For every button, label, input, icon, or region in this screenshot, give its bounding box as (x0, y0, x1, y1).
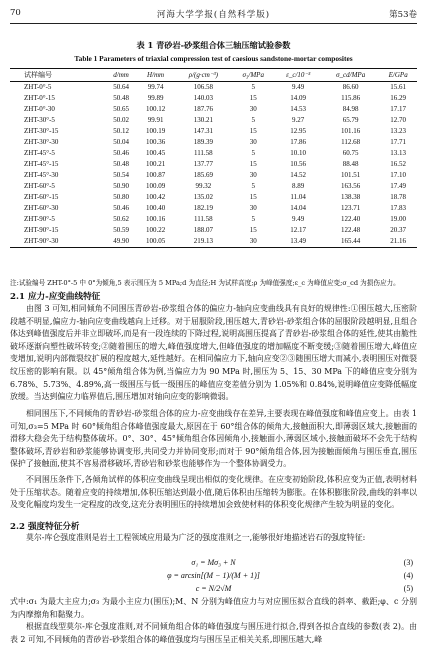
column-header: E/GPa (379, 69, 417, 82)
table-cell: ZHT-30°-15 (24, 127, 59, 135)
table-cell: 20.37 (390, 226, 407, 234)
table-cell: 5 (251, 149, 255, 157)
table-cell: 15 (249, 94, 257, 102)
table-cell: 189.39 (193, 138, 213, 146)
table-cell: 50.46 (113, 149, 129, 157)
table-cell: ZHT-60°-5 (24, 182, 55, 190)
table-row (10, 203, 417, 214)
table-cell: 10.10 (290, 149, 307, 157)
table-cell: 5 (251, 182, 255, 190)
table-cell: 115.86 (341, 94, 361, 102)
table-cell: 14.52 (290, 171, 307, 179)
table-row (10, 126, 417, 137)
table-cell: 111.58 (193, 149, 213, 157)
table-cell: 49.90 (106, 236, 137, 248)
table-cell: 8.89 (292, 182, 305, 190)
equation-body: c = N/2√M (195, 584, 232, 593)
equation-body: σ₁ = Mσ₃ + N (191, 558, 236, 567)
table-cell: 17.17 (390, 105, 407, 113)
table-cell: 9.49 (292, 215, 305, 223)
table-cell: ZHT-90°-30 (10, 236, 106, 248)
parameters-table (10, 68, 417, 248)
column-header: 试样编号 (10, 69, 106, 82)
column-header: σ₃/MPa (232, 69, 274, 82)
table-caption-en: Table 1 Parameters of triaxial compression test of caesious sandstone-mortar composites (74, 54, 353, 63)
table-cell: 50.62 (113, 215, 129, 223)
table-row (10, 93, 417, 104)
table-cell: 187.76 (193, 105, 213, 113)
table-cell: 15 (249, 226, 257, 234)
table-cell: 50.12 (113, 127, 129, 135)
table-cell: ZHT-45°-5 (24, 149, 55, 157)
table-cell: 100.45 (145, 149, 166, 157)
table-cell: 12.70 (390, 116, 407, 124)
table-cell: 99.32 (195, 182, 212, 190)
table-cell: 13.23 (390, 127, 407, 135)
table-cell: 50.02 (113, 116, 129, 124)
table-cell: 50.64 (113, 83, 129, 91)
column-header: σ_cd/MPa (322, 69, 379, 82)
table-row (10, 181, 417, 192)
table-cell: ZHT-60°-30 (24, 204, 59, 212)
table-cell: 137.77 (193, 160, 213, 168)
paragraph: 相同围压下,不同倾角的青砂岩-砂浆组合体的应力-应变曲线存在差异,主要表现在峰值强度和峰值应变上。由表 1 可知,σ₃=5 MPa 时 60°倾角组合体峰值强度最大,原因在于 60°组合体的倾角大,接触面积大,即薄弱区域大,接触面的滑移大稳会先于结构整体破坏。0°、30°、45°倾角组合体因倾角小,接触面小,薄弱区域小,接触面破坏不会先于结构整体破坏,青砂岩和砂浆能够协调变形,共同受力并协同变形;而对于 90°倾角组合体,因为接触面倾角与围压垂直,围压保护了接触面,使其不容易滑移破坏,青砂岩和砂浆也能够作为一个整体协调受力。 (10, 409, 417, 469)
table-cell: 15 (249, 160, 257, 168)
table-cell: ZHT-30°-5 (24, 116, 55, 124)
equation-body: φ = arcsin[(M − 1)/(M + 1)] (167, 571, 260, 580)
table-row (10, 104, 417, 115)
table-cell: 130.21 (193, 116, 213, 124)
table-cell: 12.17 (290, 226, 307, 234)
equation-3 (10, 558, 417, 571)
table-cell: 50.59 (113, 226, 129, 234)
running-head (10, 8, 417, 22)
table-cell: 165.44 (322, 236, 379, 248)
table-row (10, 137, 417, 148)
table-note: 注:试验编号 ZHT-0°-5 中 0°为倾角,5 表示围压为 5 MPa;d 为直径;H 为试样高度;ρ 为峰值强度;ε_c 为峰值应变;σ_cd 为损伤应力。 (10, 279, 400, 287)
table-cell: 100.87 (145, 171, 166, 179)
table-cell: 50.48 (113, 94, 129, 102)
table-body (10, 82, 417, 248)
table-cell: 100.40 (145, 204, 166, 212)
table-cell: 99.91 (147, 116, 164, 124)
table-cell: 15 (249, 193, 257, 201)
table-cell: 9.27 (292, 116, 305, 124)
table-cell: 15 (249, 127, 257, 135)
table-cell: 15.61 (390, 83, 407, 91)
table-cell: 100.12 (145, 105, 166, 113)
table-cell: 50.48 (113, 160, 129, 168)
table-cell: 101.51 (341, 171, 361, 179)
table-cell: ZHT-90°-15 (24, 226, 59, 234)
table-row (10, 214, 417, 225)
header-rule (10, 23, 417, 24)
table-cell: 17.10 (390, 171, 407, 179)
table-cell: ZHT-0°-5 (24, 83, 52, 91)
equation-4 (10, 571, 417, 584)
table-cell: 65.79 (342, 116, 359, 124)
table-cell: 106.58 (193, 83, 213, 91)
volume-label: 第53卷 (389, 10, 417, 20)
table-row (10, 236, 417, 248)
paragraph: 由图 3 可知,相同倾角不同围压青砂岩-砂浆组合体的偏应力-轴向应变曲线具有良好的规律性:①围压越大,压密阶段越不明显,偏应力-轴向应变曲线越向上迁移。对于屈服阶段,围压越大,青砂岩-砂浆组合体的屈服阶段越明显,且组合体达到峰值强度后并非立即破坏,而是有一段连续的下降过程,说明高围压提高了青砂岩-砂浆组合体的延性,使其由脆性破坏逐渐向塑性破坏转变;②随着围压的增大,峰值强度增大,但峰值强度的增加幅度不断变缓;③随着围压增大,峰值应变增加,说明内部微裂纹扩展的程度越大,延性越好。在相同偏应力下,轴向应变②③随围压增大而减小,表明围压对微裂纹压密的影响有限。以 45°倾角组合体为例,当偏应力为 90 MPa 时,围压为 5、15、30 MPa 下的峰值应变分别为 6.78%、5.73%、4.89%,高一级围压与低一级围压的峰值应变差值分别为 1.05%和 0.84%,说明峰值应变降低幅度放缓。当达到偏应力临界值后,围压增加对轴向应变的影响微弱。 (10, 304, 417, 402)
table-cell: ZHT-0°-30 (24, 105, 55, 113)
table-cell: 5 (251, 116, 255, 124)
table-cell: 100.05 (137, 236, 175, 248)
table-cell: 30 (249, 105, 257, 113)
page-number: 70 (10, 8, 21, 18)
column-header: d/mm (106, 69, 137, 82)
table-cell: 17.86 (290, 138, 307, 146)
section-heading-2-1: 2.1 应力-应变曲线特征 (10, 292, 101, 302)
table-cell: 185.69 (193, 171, 213, 179)
column-header: H/mm (137, 69, 175, 82)
table-cell: 12.95 (290, 127, 307, 135)
table-cell: 10.56 (290, 160, 307, 168)
table-cell: 122.48 (341, 226, 361, 234)
table-row (10, 225, 417, 236)
table-cell: 18.78 (390, 193, 407, 201)
table-cell: 11.04 (290, 193, 306, 201)
table-cell: 50.65 (113, 105, 129, 113)
equation-number: (3) (403, 558, 413, 567)
table-cell: 138.38 (341, 193, 361, 201)
journal-title: 河海大学学报(自然科学版) (156, 10, 271, 20)
table-cell: ZHT-60°-15 (24, 193, 59, 201)
table-header-row (10, 69, 417, 82)
table-cell: 16.52 (390, 160, 407, 168)
table-cell: 30 (249, 138, 257, 146)
table-cell: 100.22 (145, 226, 166, 234)
table-cell: 140.03 (193, 94, 213, 102)
table-cell: 88.48 (342, 160, 359, 168)
table-cell: 14.09 (290, 94, 307, 102)
table-cell: 21.16 (379, 236, 417, 248)
table-cell: 60.75 (342, 149, 359, 157)
table-cell: 99.89 (147, 94, 164, 102)
table-cell: 50.90 (113, 182, 129, 190)
table-cell: 50.04 (113, 138, 129, 146)
table-caption-cn: 表 1 青砂岩-砂浆组合体三轴压缩试验参数 (136, 40, 291, 50)
table-cell: 163.56 (341, 182, 361, 190)
table-cell: 50.54 (113, 171, 129, 179)
table-cell: ZHT-90°-5 (24, 215, 55, 223)
table-row (10, 148, 417, 159)
table-cell: 182.19 (193, 204, 213, 212)
column-header: ε_c/10⁻³ (274, 69, 322, 82)
table-cell: 123.71 (341, 204, 361, 212)
table-cell: 50.46 (113, 204, 129, 212)
table-cell: 13.49 (274, 236, 322, 248)
table-cell: 112.68 (341, 138, 361, 146)
table-cell: 100.16 (145, 215, 166, 223)
table-cell: 16.29 (390, 94, 407, 102)
table-cell: 100.21 (145, 160, 166, 168)
table-row (10, 192, 417, 203)
table-cell: 122.40 (341, 215, 361, 223)
table-cell: 101.16 (341, 127, 361, 135)
table-cell: 147.31 (193, 127, 213, 135)
table-cell: 17.49 (390, 182, 407, 190)
table-cell: 50.80 (113, 193, 129, 201)
table-cell: 13.13 (390, 149, 407, 157)
paragraph: 根据直线型莫尔-库仑强度准则,对不同倾角组合体的峰值强度与围压进行拟合,得到各拟合直线的参数(表 2)。由表 2 可知,不同倾角的青砂岩-砂浆组合体的峰值强度均与围压呈正相关关系,即围压越大,峰 (10, 622, 417, 644)
table-cell: 100.36 (145, 138, 166, 146)
column-header: ρ/(g·cm⁻³) (175, 69, 233, 82)
paragraph: 不同围压条件下,各倾角试样的体积应变曲线呈现出相似的变化规律。在应变初始阶段,体积应变为正值,表明材料处于压缩状态。随着应变的持续增加,体积压缩达到最小值,随后体积由压缩转为膨胀。在体积膨胀阶段,曲线的斜率以及变化幅度均发生一定程度的改变,这充分表明围压的持续增加会致使材料的体积变化规律产生较为明显的变化。 (10, 475, 417, 510)
section-heading-2-2: 2.2 强度特征分析 (10, 522, 80, 532)
table-cell: 100.42 (145, 193, 166, 201)
equation-number: (4) (403, 571, 413, 580)
equation-number: (5) (403, 584, 413, 593)
table-row (10, 115, 417, 126)
table-row (10, 170, 417, 181)
table-cell: 5 (251, 83, 255, 91)
table-cell: 219.13 (175, 236, 233, 248)
table-cell: 188.07 (193, 226, 213, 234)
table-cell: 30 (249, 204, 257, 212)
table-cell: 14.04 (290, 204, 307, 212)
table-cell: 14.53 (290, 105, 307, 113)
table-cell: ZHT-0°-15 (24, 94, 55, 102)
table-row (10, 159, 417, 170)
table-cell: 17.83 (390, 204, 407, 212)
table-cell: 100.09 (145, 182, 166, 190)
table-cell: 86.60 (342, 83, 359, 91)
table-cell: 100.19 (145, 127, 166, 135)
table-cell: 5 (251, 215, 255, 223)
table-cell: ZHT-45°-30 (24, 171, 59, 179)
table-cell: ZHT-30°-30 (24, 138, 59, 146)
table-cell: 19.00 (390, 215, 407, 223)
table-cell: 9.49 (292, 83, 305, 91)
table-cell: 30 (249, 171, 257, 179)
paragraph: 莫尔-库仑强度准则是岩土工程领域应用最为广泛的强度准则之一,能够很好地描述岩石的强度特征: (26, 533, 366, 542)
table-row (10, 82, 417, 94)
table-cell: 17.71 (390, 138, 407, 146)
table-cell: 135.02 (193, 193, 213, 201)
table-cell: 84.98 (342, 105, 359, 113)
paragraph: 式中:σ₁ 为最大主应力;σ₃ 为最小主应力(围压);M、N 分别为峰值应力与对应围压拟合直线的斜率、截距;φ、c 分别为内摩擦角和黏聚力。 (10, 597, 417, 619)
table-cell: 111.58 (193, 215, 213, 223)
table-cell: 30 (232, 236, 274, 248)
table-cell: ZHT-45°-15 (24, 160, 59, 168)
table-cell: 99.74 (147, 83, 164, 91)
